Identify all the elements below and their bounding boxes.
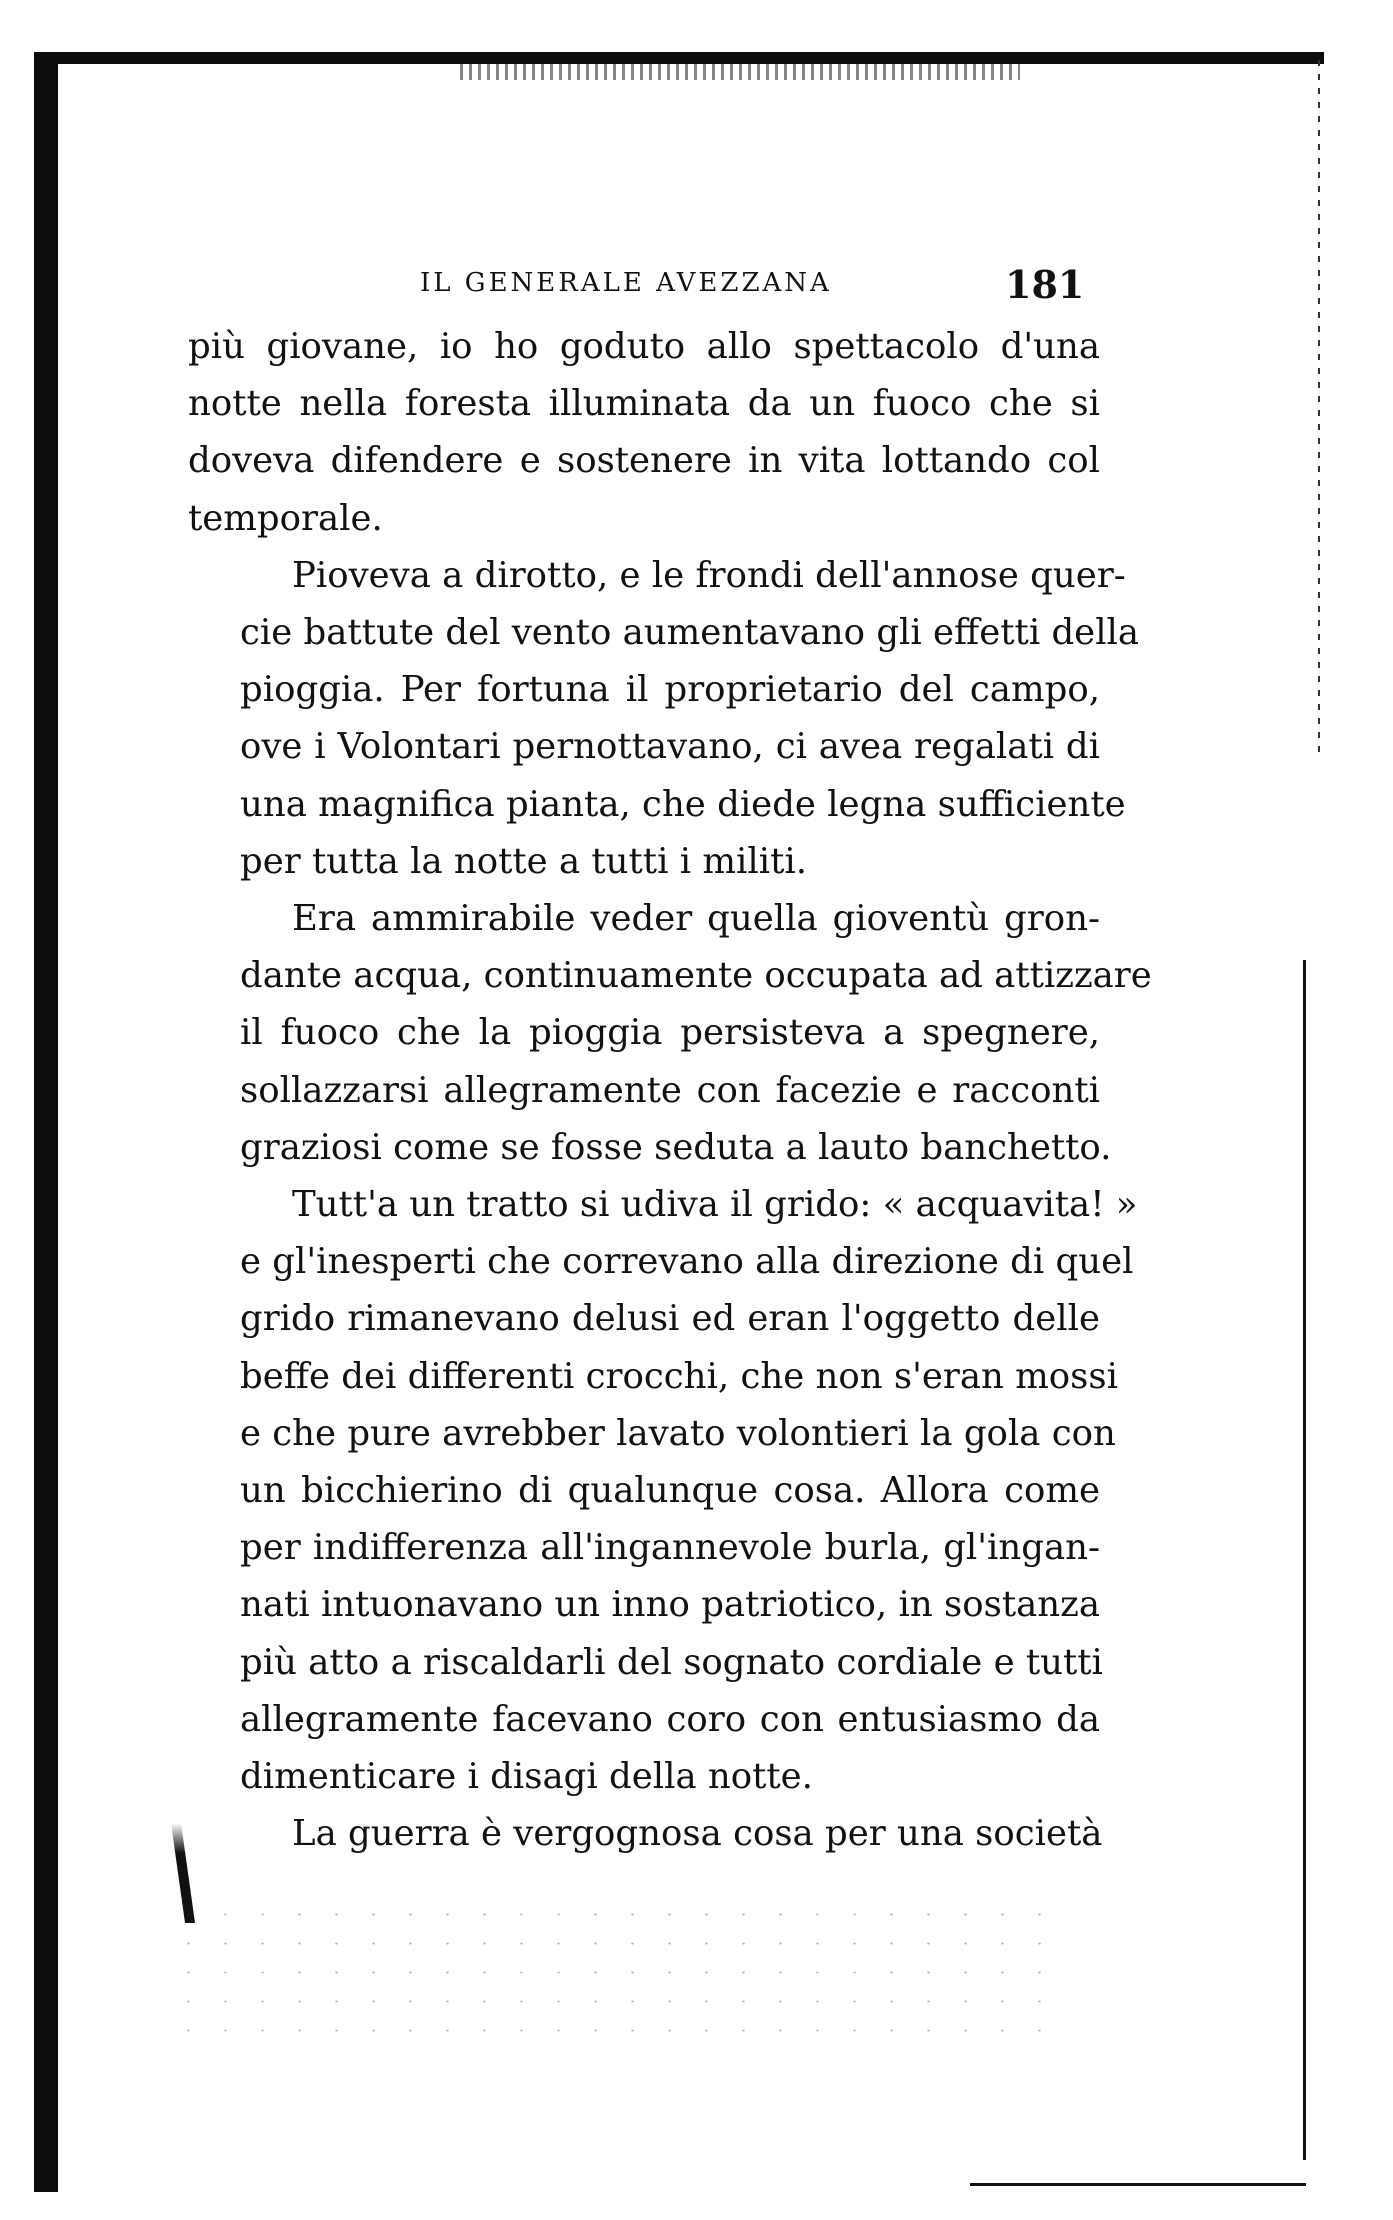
text-line: allegramente facevano coro con entusiasmo da xyxy=(240,1698,1100,1740)
text-line: più atto a riscaldarli del sognato cordiale e tutti xyxy=(240,1641,1103,1683)
text-line: graziosi come se fosse seduta a lauto banchetto. xyxy=(240,1126,1112,1168)
paragraph xyxy=(188,890,1152,1176)
text-line: nati intuonavano un inno patriotico, in sostanza xyxy=(240,1584,1100,1626)
running-title: IL GENERALE AVEZZANA xyxy=(420,268,832,298)
text-line: dimenticare i disagi della notte. xyxy=(240,1756,813,1798)
text-line: più giovane, io ho goduto allo spettacolo d'una xyxy=(188,326,1100,367)
text-line: dante acqua, continuamente occupata ad attizzare xyxy=(240,955,1152,997)
text-line: temporale. xyxy=(188,497,383,539)
text-line: doveva difendere e sostenere in vita lottando col xyxy=(188,440,1100,482)
scan-top-noise xyxy=(460,64,1020,80)
paragraph xyxy=(188,318,1100,547)
text-line: una magnifica pianta, che diede legna sufficiente xyxy=(240,783,1126,825)
paragraph xyxy=(188,1805,1103,1862)
text-line: Tutt'a un tratto si udiva il grido: « acquavita! » xyxy=(292,1184,1138,1226)
scan-left-edge xyxy=(34,52,58,2192)
text-line: e che pure avrebber lavato volontieri la gola con xyxy=(240,1412,1116,1454)
text-line: notte nella foresta illuminata da un fuoco che si xyxy=(188,383,1100,425)
text-line: beffe dei differenti crocchi, che non s'eran mossi xyxy=(240,1355,1118,1397)
scan-specks xyxy=(170,1900,1070,2040)
body-text xyxy=(188,318,1152,1862)
text-line: per indifferenza all'ingannevole burla, gl'ingan- xyxy=(240,1527,1100,1569)
paragraph xyxy=(188,547,1140,890)
text-line: un bicchierino di qualunque cosa. Allora come xyxy=(240,1470,1100,1512)
running-head xyxy=(420,262,1180,312)
text-line: Pioveva a dirotto, e le frondi dell'annose quer- xyxy=(292,554,1126,596)
text-line: sollazzarsi allegramente con facezie e racconti xyxy=(240,1069,1100,1111)
text-line: pioggia. Per fortuna il proprietario del campo, xyxy=(240,669,1100,711)
text-line: per tutta la notte a tutti i militi. xyxy=(240,840,807,882)
text-line: ove i Volontari pernottavano, ci avea regalati di xyxy=(240,726,1100,768)
paragraph xyxy=(188,1176,1138,1805)
text-line: La guerra è vergognosa cosa per una società xyxy=(292,1813,1103,1855)
page-number: 181 xyxy=(1005,262,1085,307)
text-line: cie battute del vento aumentavano gli effetti della xyxy=(240,612,1140,654)
text-line: il fuoco che la pioggia persisteva a spegnere, xyxy=(240,1012,1100,1054)
scan-top-edge xyxy=(34,52,1324,64)
text-line: e gl'inesperti che correvano alla direzione di quel xyxy=(240,1241,1134,1283)
text-line: Era ammirabile veder quella gioventù gron- xyxy=(292,898,1100,940)
scan-right-edge xyxy=(1303,960,1306,2160)
scan-right-edge-dotted xyxy=(1318,60,1320,760)
scan-bottom-edge xyxy=(970,2183,1306,2186)
text-line: grido rimanevano delusi ed eran l'oggetto delle xyxy=(240,1298,1100,1340)
